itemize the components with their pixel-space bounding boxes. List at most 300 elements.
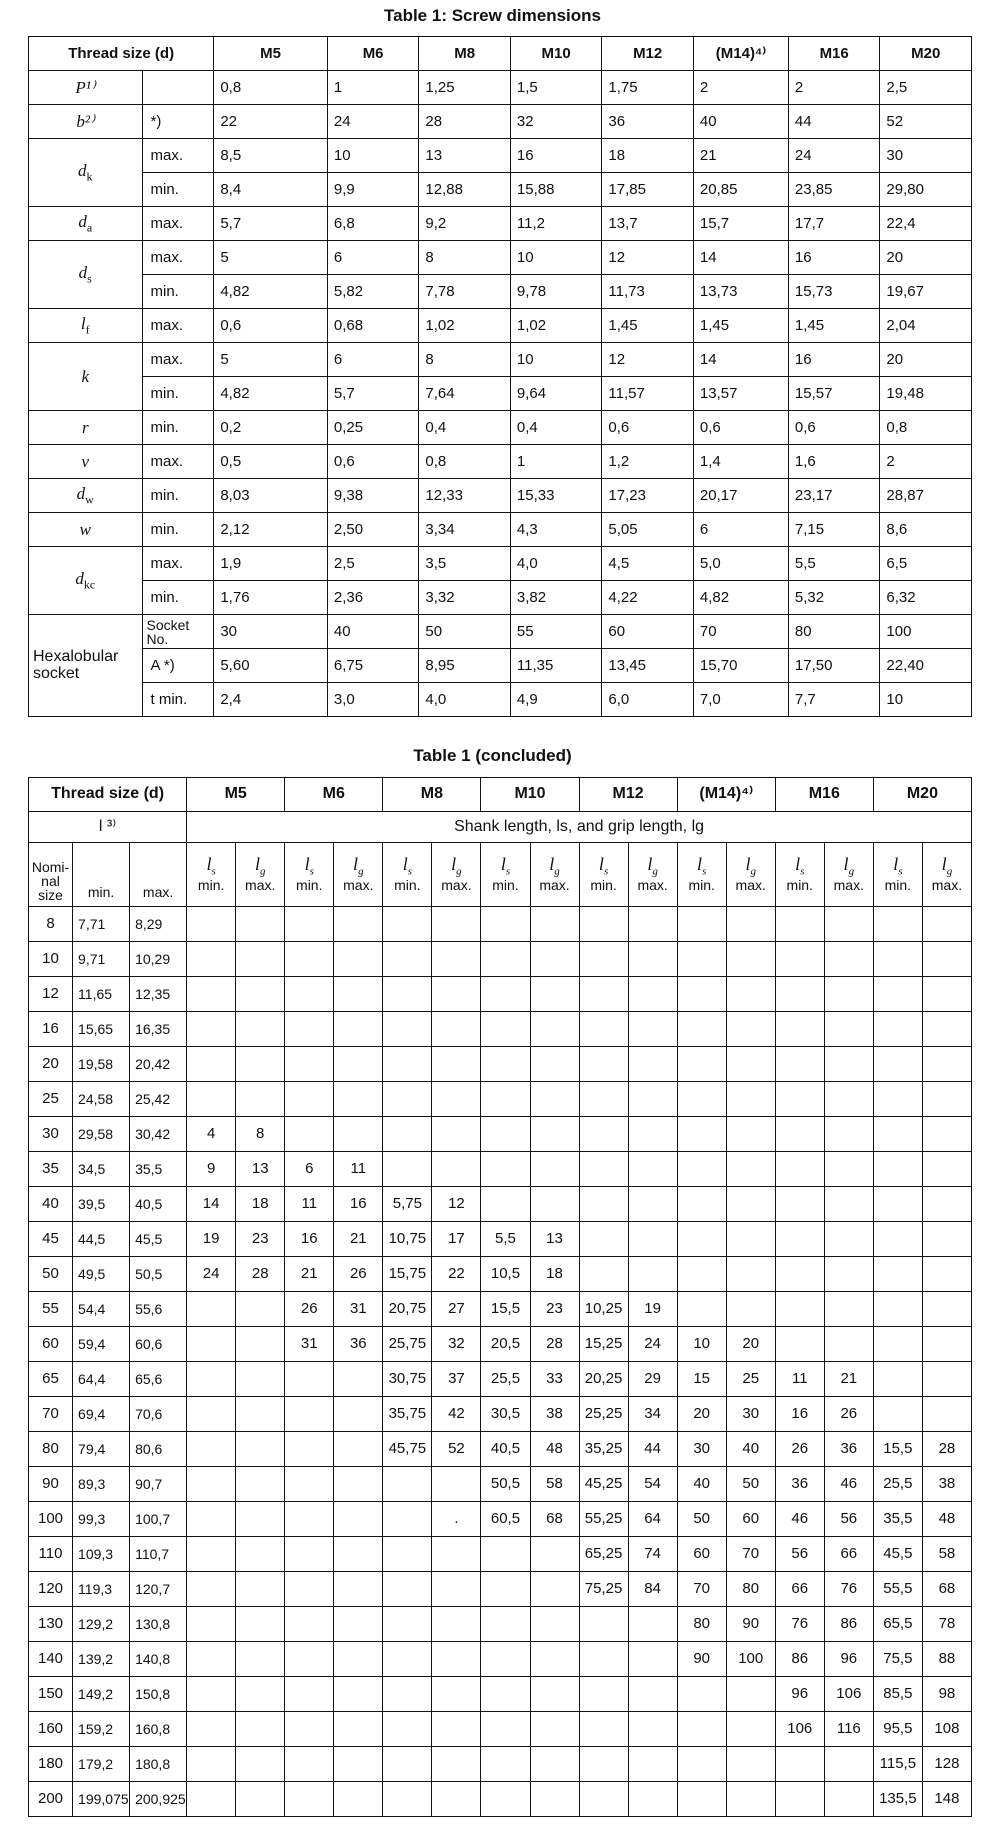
length-value-cell [285,1537,334,1572]
value-cell: 13,7 [602,207,694,241]
length-value-cell [432,1642,481,1677]
table-row [29,907,972,942]
length-min-cell: 24,58 [73,1082,130,1117]
length-value-cell: 66 [824,1537,873,1572]
length-value-cell [530,1747,579,1782]
value-cell: 3,34 [419,513,511,547]
length-value-cell [236,1747,285,1782]
ls-min-header: $l_s$ min. [677,843,726,907]
table-row [29,445,972,479]
length-value-cell: 20,25 [579,1362,628,1397]
length-value-cell: 10 [677,1327,726,1362]
length-value-cell [775,1327,824,1362]
table-row [29,1047,972,1082]
value-cell: 2,36 [327,581,419,615]
value-cell: 0,6 [788,411,880,445]
value-cell: 20 [880,241,972,275]
value-cell: 9,2 [419,207,511,241]
thread-size-header: Thread size (d) [29,37,214,71]
length-value-cell: 27 [432,1292,481,1327]
hexalobular-socket-label: Hexalobular socket [29,615,143,717]
length-min-cell: 59,4 [73,1327,130,1362]
length-value-cell [285,1607,334,1642]
size-header: M8 [419,37,511,71]
table1-caption: Table 1: Screw dimensions [384,6,601,25]
length-value-cell [432,1677,481,1712]
length-value-cell: 55,5 [873,1572,922,1607]
table-row [29,1712,972,1747]
length-value-cell [824,1082,873,1117]
length-value-cell [285,1712,334,1747]
length-value-cell [579,1712,628,1747]
length-value-cell [628,1047,677,1082]
ls-min-header: $l_s$ min. [383,843,432,907]
length-value-cell: 5,75 [383,1187,432,1222]
length-value-cell: 10,5 [481,1257,530,1292]
length-value-cell: 80 [726,1572,775,1607]
nominal-size-cell: 45 [29,1222,73,1257]
length-value-cell: 65,5 [873,1607,922,1642]
length-max-cell: 60,6 [130,1327,187,1362]
size-header: M16 [788,37,880,71]
length-value-cell [334,1572,383,1607]
value-cell: 2,4 [214,683,328,717]
length-value-cell [873,1257,922,1292]
length-max-cell: 25,42 [130,1082,187,1117]
length-value-cell [824,1047,873,1082]
length-value-cell [285,1502,334,1537]
length-value-cell [383,1152,432,1187]
length-value-cell [334,1502,383,1537]
shank-grip-label: Shank length, ls, and grip length, lg [187,812,972,843]
length-value-cell [726,1782,775,1817]
length-value-cell [824,1747,873,1782]
length-value-cell: 16 [334,1187,383,1222]
value-cell: 12,88 [419,173,511,207]
length-value-cell [726,942,775,977]
value-cell: 21 [693,139,788,173]
length-value-cell [334,1117,383,1152]
length-value-cell [187,907,236,942]
size-header: (M14)⁴⁾ [677,778,775,812]
length-value-cell [285,1397,334,1432]
length-value-cell: 46 [775,1502,824,1537]
length-value-cell [922,1257,971,1292]
length-value-cell [334,907,383,942]
length-value-cell [432,1012,481,1047]
length-value-cell: 58 [922,1537,971,1572]
value-cell: 4,5 [602,547,694,581]
value-cell: 8 [419,343,511,377]
value-cell: 5 [214,343,328,377]
length-value-cell [824,977,873,1012]
length-max-cell: 55,6 [130,1292,187,1327]
symbol-cell: $d_w$ [29,479,143,513]
length-value-cell [628,1012,677,1047]
table-row [29,479,972,513]
length-value-cell [334,1047,383,1082]
length-value-cell: 74 [628,1537,677,1572]
length-value-cell: 42 [432,1397,481,1432]
value-cell: 12 [602,241,694,275]
value-cell: 8,95 [419,649,511,683]
limit-cell: Socket No. [142,615,214,649]
length-value-cell: 4 [187,1117,236,1152]
size-header: M5 [187,778,285,812]
length-value-cell [922,977,971,1012]
length-value-cell: 24 [628,1327,677,1362]
table-row [29,207,972,241]
length-value-cell [775,907,824,942]
value-cell: 1 [327,71,419,105]
length-value-cell: 20 [677,1397,726,1432]
length-value-cell: 6 [285,1152,334,1187]
value-cell: 6 [327,343,419,377]
length-value-cell [187,1537,236,1572]
nominal-size-cell: 55 [29,1292,73,1327]
value-cell: 2 [693,71,788,105]
nominal-size-cell: 70 [29,1397,73,1432]
length-value-cell [628,1117,677,1152]
nominal-size-cell: 25 [29,1082,73,1117]
length-value-cell [628,1082,677,1117]
length-value-cell [187,1502,236,1537]
length-value-cell [628,1677,677,1712]
value-cell: 19,48 [880,377,972,411]
length-value-cell [187,1642,236,1677]
ls-min-header: $l_s$ min. [775,843,824,907]
nominal-size-cell: 180 [29,1747,73,1782]
max-header: max. [130,843,187,907]
length-value-cell [481,1047,530,1082]
length-value-cell [187,1677,236,1712]
length-value-cell: 40,5 [481,1432,530,1467]
length-max-cell: 50,5 [130,1257,187,1292]
length-value-cell: 17 [432,1222,481,1257]
nominal-size-cell: 100 [29,1502,73,1537]
length-value-cell [628,977,677,1012]
value-cell: 7,0 [693,683,788,717]
value-cell: 55 [510,615,602,649]
table-row [29,513,972,547]
length-value-cell: 70 [677,1572,726,1607]
value-cell: 1 [510,445,602,479]
table-row [29,105,972,139]
table1-concluded-caption: Table 1 (concluded) [413,746,572,765]
length-value-cell: 135,5 [873,1782,922,1817]
length-value-cell [677,1047,726,1082]
length-value-cell [285,977,334,1012]
value-cell: 4,82 [693,581,788,615]
table-row [29,309,972,343]
length-value-cell: 78 [922,1607,971,1642]
length-value-cell: 18 [530,1257,579,1292]
length-value-cell [432,1572,481,1607]
length-value-cell [775,977,824,1012]
length-value-cell: 64 [628,1502,677,1537]
value-cell: 1,45 [602,309,694,343]
length-value-cell: 85,5 [873,1677,922,1712]
length-max-cell: 65,6 [130,1362,187,1397]
length-value-cell [530,1677,579,1712]
length-value-cell [579,907,628,942]
length-value-cell: . [432,1502,481,1537]
length-value-cell [285,1047,334,1082]
length-value-cell: 16 [285,1222,334,1257]
value-cell: 16 [510,139,602,173]
length-value-cell [628,1747,677,1782]
length-value-cell [726,1292,775,1327]
limit-cell: A *) [142,649,214,683]
length-value-cell: 86 [775,1642,824,1677]
value-cell: 0,6 [602,411,694,445]
length-value-cell [432,1782,481,1817]
length-value-cell [432,1082,481,1117]
value-cell: 24 [327,105,419,139]
length-value-cell [236,1782,285,1817]
size-header: M12 [602,37,694,71]
length-value-cell: 26 [775,1432,824,1467]
ls-min-header: $l_s$ min. [187,843,236,907]
value-cell: 100 [880,615,972,649]
length-min-cell: 89,3 [73,1467,130,1502]
lg-max-header: $l_g$ max. [628,843,677,907]
length-value-cell [285,942,334,977]
value-cell: 4,9 [510,683,602,717]
length-value-cell [726,1257,775,1292]
ls-min-header: $l_s$ min. [285,843,334,907]
length-max-cell: 130,8 [130,1607,187,1642]
value-cell: 2 [880,445,972,479]
table-row [29,581,972,615]
length-min-cell: 199,075 [73,1782,130,1817]
length-value-cell [187,1012,236,1047]
length-value-cell: 18 [236,1187,285,1222]
length-value-cell: 50,5 [481,1467,530,1502]
length-value-cell [236,1397,285,1432]
length-value-cell: 30 [726,1397,775,1432]
length-value-cell [285,1012,334,1047]
length-value-cell: 11 [285,1187,334,1222]
value-cell: 2,50 [327,513,419,547]
value-cell: 70 [693,615,788,649]
length-value-cell [530,1642,579,1677]
length-min-cell: 149,2 [73,1677,130,1712]
length-value-cell [775,1152,824,1187]
length-value-cell [383,1502,432,1537]
length-value-cell: 36 [334,1327,383,1362]
value-cell: 1,5 [510,71,602,105]
length-value-cell [628,942,677,977]
length-value-cell: 60,5 [481,1502,530,1537]
table-row [29,1292,972,1327]
length-value-cell [432,977,481,1012]
length-value-cell: 20,5 [481,1327,530,1362]
length-value-cell: 75,25 [579,1572,628,1607]
nominal-size-cell: 140 [29,1642,73,1677]
length-min-cell: 7,71 [73,907,130,942]
length-value-cell [726,1152,775,1187]
table-row [29,547,972,581]
length-value-cell [873,1082,922,1117]
table-row [29,977,972,1012]
length-value-cell [187,977,236,1012]
nominal-size-cell: 150 [29,1677,73,1712]
value-cell: 1,45 [693,309,788,343]
size-header: M20 [873,778,971,812]
length-value-cell: 106 [775,1712,824,1747]
table-row [29,615,972,649]
length-max-cell: 70,6 [130,1397,187,1432]
length-value-cell [432,1152,481,1187]
length-value-cell: 25,75 [383,1327,432,1362]
length-value-cell [726,1222,775,1257]
length-value-cell: 14 [187,1187,236,1222]
nominal-size-cell: 80 [29,1432,73,1467]
value-cell: 11,35 [510,649,602,683]
length-min-cell: 54,4 [73,1292,130,1327]
length-value-cell: 40 [677,1467,726,1502]
length-value-cell: 86 [824,1607,873,1642]
length-value-cell: 95,5 [873,1712,922,1747]
nominal-size-cell: 20 [29,1047,73,1082]
value-cell: 5,0 [693,547,788,581]
value-cell: 2,12 [214,513,328,547]
length-value-cell [922,1362,971,1397]
length-value-cell [481,1537,530,1572]
length-value-cell [824,942,873,977]
length-value-cell [530,977,579,1012]
value-cell: 6,32 [880,581,972,615]
nominal-size-cell: 12 [29,977,73,1012]
value-cell: 20,17 [693,479,788,513]
value-cell: 20,85 [693,173,788,207]
value-cell: 1,25 [419,71,511,105]
length-value-cell [873,1047,922,1082]
length-value-cell: 22 [432,1257,481,1292]
lg-max-header: $l_g$ max. [432,843,481,907]
value-cell: 44 [788,105,880,139]
length-value-cell [383,1642,432,1677]
length-value-cell [187,1327,236,1362]
value-cell: 13,73 [693,275,788,309]
length-value-cell [187,1712,236,1747]
limit-cell: max. [142,207,214,241]
value-cell: 28,87 [880,479,972,513]
length-max-cell: 200,925 [130,1782,187,1817]
nominal-size-header: Nomi-nal size [29,843,73,907]
length-value-cell [481,942,530,977]
table-row [29,1467,972,1502]
length-value-cell [530,942,579,977]
limit-cell: max. [142,309,214,343]
length-max-cell: 45,5 [130,1222,187,1257]
length-value-cell [726,977,775,1012]
length-value-cell: 54 [628,1467,677,1502]
value-cell: 3,82 [510,581,602,615]
length-value-cell [775,1117,824,1152]
length-value-cell [579,1607,628,1642]
thread-size-header: Thread size (d) [29,778,187,812]
length-value-cell: 25 [726,1362,775,1397]
length-value-cell: 26 [334,1257,383,1292]
length-value-cell: 48 [530,1432,579,1467]
symbol-cell: r [29,411,143,445]
value-cell: 0,6 [693,411,788,445]
length-value-cell: 32 [432,1327,481,1362]
length-value-cell [285,1572,334,1607]
length-value-cell: 98 [922,1677,971,1712]
length-value-cell [726,1747,775,1782]
length-value-cell [481,1712,530,1747]
value-cell: 4,82 [214,377,328,411]
length-value-cell: 25,5 [481,1362,530,1397]
length-value-cell [824,1012,873,1047]
table-row [29,343,972,377]
length-value-cell [726,1187,775,1222]
value-cell: 36 [602,105,694,139]
length-max-cell: 40,5 [130,1187,187,1222]
limit-cell: *) [142,105,214,139]
length-value-cell: 45,75 [383,1432,432,1467]
length-value-cell: 45,5 [873,1537,922,1572]
length-value-cell [579,942,628,977]
length-value-cell: 108 [922,1712,971,1747]
length-value-cell [530,1187,579,1222]
value-cell: 11,57 [602,377,694,411]
length-value-cell: 115,5 [873,1747,922,1782]
length-value-cell [922,1047,971,1082]
length-value-cell: 19 [628,1292,677,1327]
value-cell: 8,4 [214,173,328,207]
length-value-cell [236,1047,285,1082]
limit-cell: min. [142,513,214,547]
length-value-cell [677,1117,726,1152]
size-header: M6 [327,37,419,71]
length-value-cell [187,1467,236,1502]
length-max-cell: 90,7 [130,1467,187,1502]
length-value-cell [579,1257,628,1292]
limit-cell: max. [142,547,214,581]
length-min-cell: 99,3 [73,1502,130,1537]
length-max-cell: 12,35 [130,977,187,1012]
length-value-cell [432,1537,481,1572]
length-max-cell: 110,7 [130,1537,187,1572]
value-cell: 18 [602,139,694,173]
length-value-cell [726,1712,775,1747]
length-value-cell [579,1012,628,1047]
length-min-cell: 179,2 [73,1747,130,1782]
length-value-cell [628,1152,677,1187]
length-value-cell [481,1152,530,1187]
length-value-cell [236,1712,285,1747]
length-value-cell [236,1082,285,1117]
table-row [29,1222,972,1257]
lg-max-header: $l_g$ max. [530,843,579,907]
length-max-cell: 140,8 [130,1642,187,1677]
length-value-cell: 25,25 [579,1397,628,1432]
length-min-cell: 19,58 [73,1047,130,1082]
value-cell: 30 [880,139,972,173]
length-value-cell [383,1747,432,1782]
length-value-cell [334,942,383,977]
length-value-cell: 80 [677,1607,726,1642]
length-value-cell: 8 [236,1117,285,1152]
length-value-cell [530,1607,579,1642]
table-row [29,1327,972,1362]
length-value-cell [236,1432,285,1467]
length-value-cell [236,1677,285,1712]
